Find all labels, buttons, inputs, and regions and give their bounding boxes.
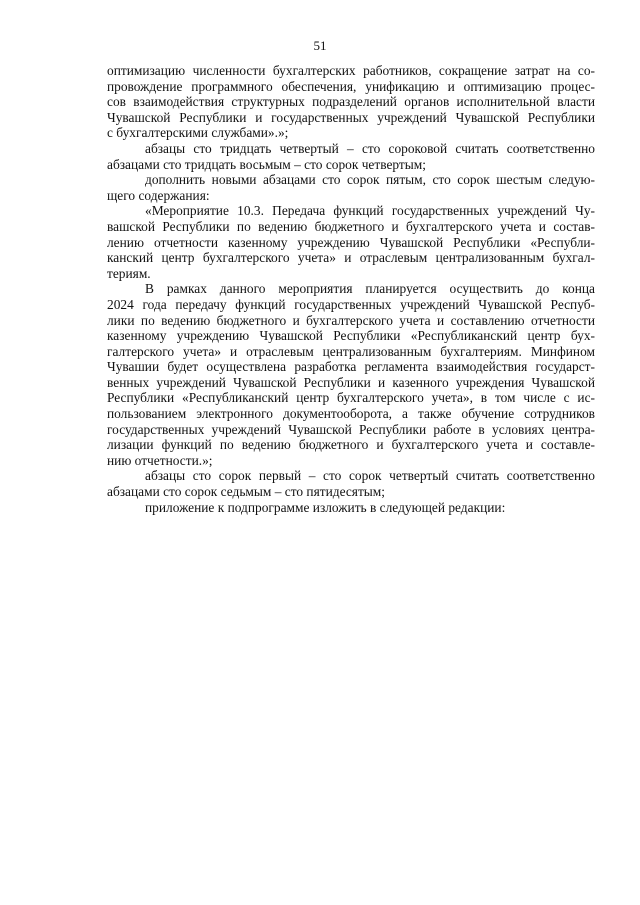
text-line: териям.: [107, 265, 151, 281]
text-line: лики по ведению бюджетного и бухгалтерского учета и составлению отчетности: [107, 312, 595, 328]
text-line: канский центр бухгалтерского учета» и отраслевым централизованным бухгал-: [107, 250, 595, 266]
text-line: сов взаимодействия структурных подразделений органов исполнительной власти: [107, 94, 595, 110]
text-line: щего содержания:: [107, 187, 210, 203]
text-line: лению отчетности казенному учреждению Чувашской Республики «Республи-: [107, 234, 595, 250]
text-line: венных учреждений Чувашской Республики и казенного учреждения Чувашской: [107, 374, 595, 390]
text-line: Чувашии будет осуществлена разработка регламента взаимодействия государст-: [107, 359, 595, 375]
text-line: Чувашской Республики и государственных учреждений Чувашской Республики: [107, 109, 595, 125]
text-line: 2024 года передачу функций государственных учреждений Чувашской Респуб-: [107, 296, 595, 312]
text-line: абзацами сто сорок седьмым – сто пятидесятым;: [107, 484, 385, 500]
text-line: Республики «Республиканский центр бухгалтерского учета», в том числе с ис-: [107, 390, 595, 406]
text-line: государственных учреждений Чувашской Республики работе в условиях центра-: [107, 421, 595, 437]
text-line: В рамках данного мероприятия планируется осуществить до конца: [145, 281, 595, 297]
text-line: провождение программного обеспечения, унификацию и оптимизацию процес-: [107, 78, 595, 94]
text-line: с бухгалтерскими службами».»;: [107, 125, 289, 141]
text-line: пользованием электронного документооборота, а также обучение сотрудников: [107, 406, 595, 422]
text-line: дополнить новыми абзацами сто сорок пятым, сто сорок шестым следую-: [145, 172, 595, 188]
text-line: приложение к подпрограмме изложить в следующей редакции:: [145, 499, 506, 515]
page-number: 51: [313, 38, 327, 53]
text-line: казенному учреждению Чувашской Республики «Республиканский центр бух-: [107, 328, 595, 344]
text-line: «Мероприятие 10.3. Передача функций государственных учреждений Чу-: [145, 203, 595, 219]
text-line: абзацы сто тридцать четвертый – сто сороковой считать соответственно: [145, 140, 595, 156]
text-line: вашской Республики по ведению бюджетного и бухгалтерского учета и состав-: [107, 218, 595, 234]
text-line: лизации функций по ведению бюджетного и бухгалтерского учета и составле-: [107, 437, 595, 453]
text-line: галтерского учета» и отраслевым централизованным бухгалтериям. Минфином: [107, 343, 595, 359]
text-line: абзацы сто сорок первый – сто сорок четвертый считать соответственно: [145, 468, 595, 484]
document-body: [107, 63, 595, 515]
text-line: нию отчетности.»;: [107, 452, 213, 468]
text-line: оптимизацию численности бухгалтерских работников, сокращение затрат на со-: [107, 63, 595, 78]
text-line: абзацами сто тридцать восьмым – сто сорок четвертым;: [107, 156, 426, 172]
